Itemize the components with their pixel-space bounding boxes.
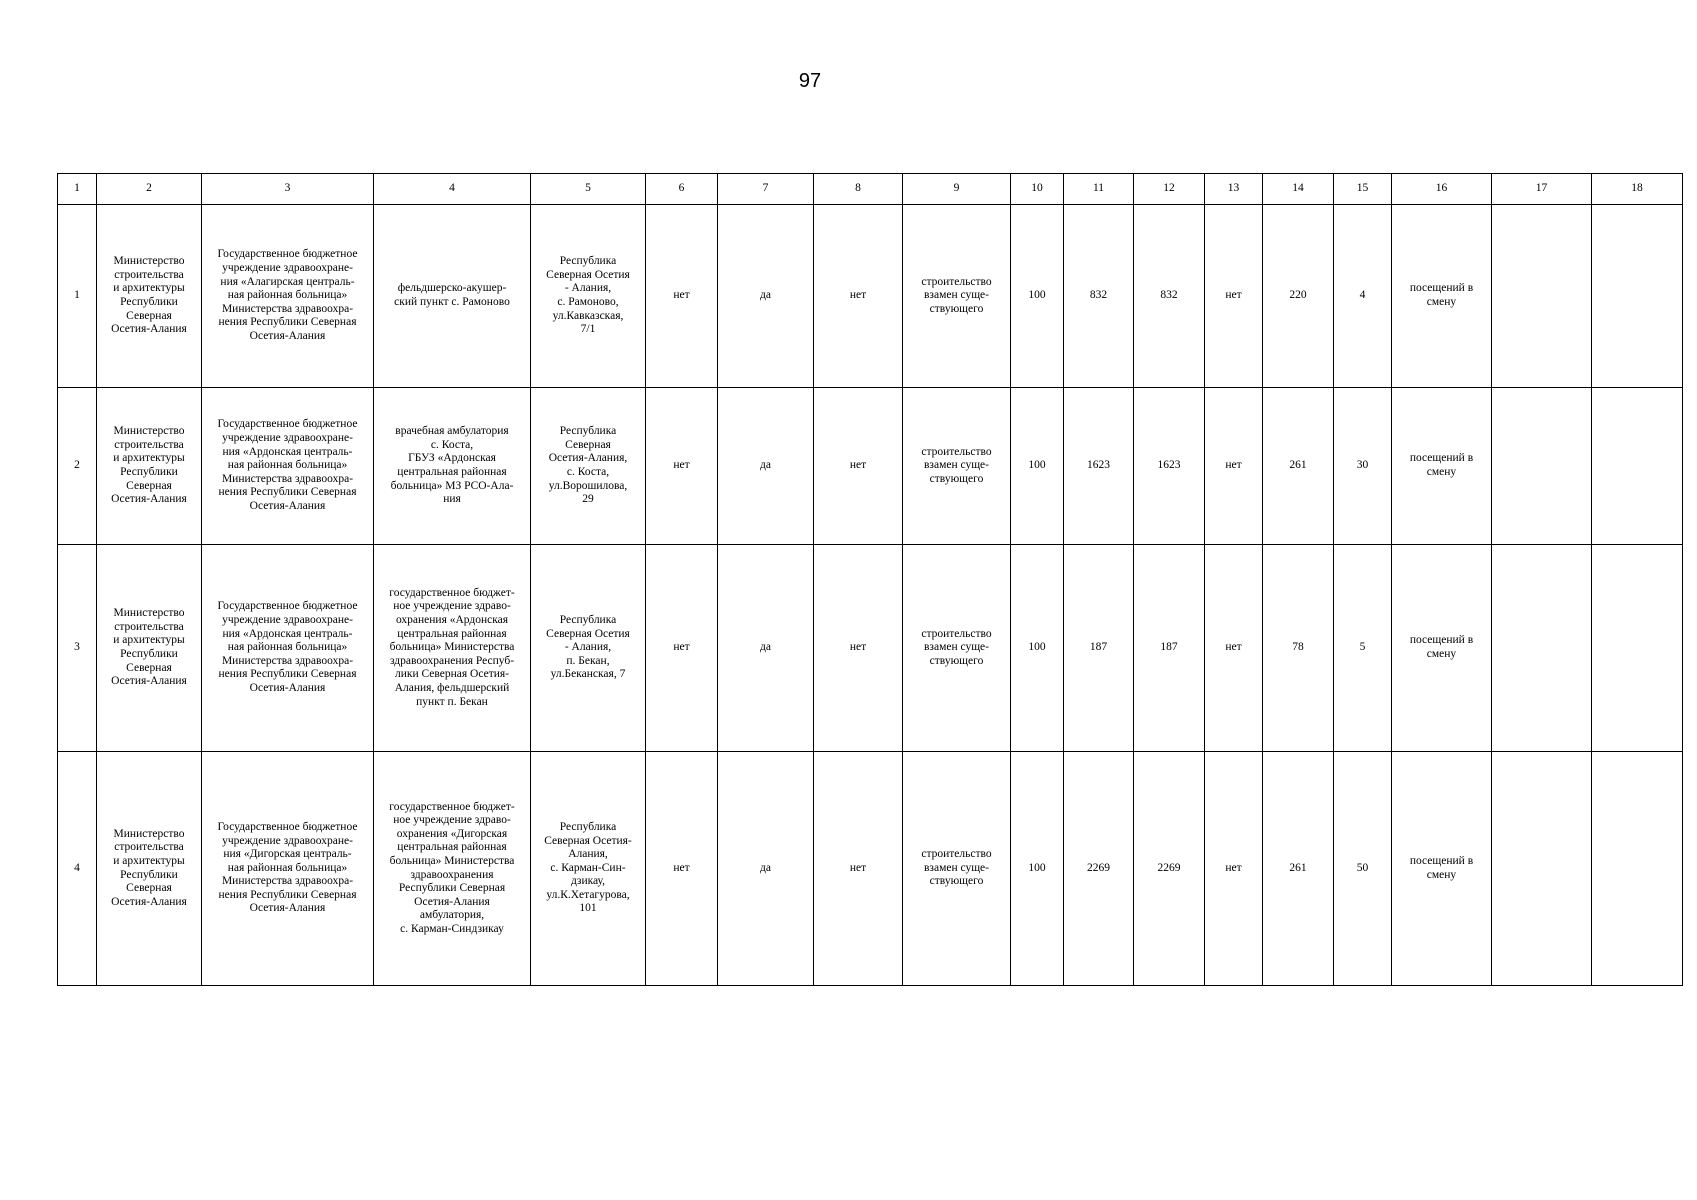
table-cell: государственное бюджет- ное учреждение здраво- охранения «Дигорская центральная районная больница» Министерства здравоохранения Республики Северная Осетия-Алания амбулатория, с. Карман-Синдзикау bbox=[374, 752, 531, 986]
table-cell: 4 bbox=[58, 752, 97, 986]
table-cell: 100 bbox=[1011, 388, 1064, 545]
table-cell bbox=[1592, 545, 1683, 752]
table-cell: 220 bbox=[1263, 205, 1334, 388]
table-cell: 30 bbox=[1334, 388, 1392, 545]
table-cell: нет bbox=[1205, 388, 1263, 545]
table-cell bbox=[1592, 752, 1683, 986]
table-cell: нет bbox=[814, 388, 903, 545]
table-cell: строительство взамен суще- ствующего bbox=[903, 752, 1011, 986]
column-number: 1 bbox=[58, 174, 97, 205]
table-cell bbox=[1492, 388, 1592, 545]
table-cell: Государственное бюджетное учреждение здравоохране- ния «Алагирская централь- ная районная больница» Министерства здравоохра- нения Республики Северная Осетия-Алания bbox=[202, 205, 374, 388]
table-cell: 261 bbox=[1263, 388, 1334, 545]
table-cell: нет bbox=[1205, 752, 1263, 986]
table-cell: 3 bbox=[58, 545, 97, 752]
table-cell: нет bbox=[646, 388, 718, 545]
column-number: 14 bbox=[1263, 174, 1334, 205]
table-cell: 5 bbox=[1334, 545, 1392, 752]
table-cell bbox=[1492, 752, 1592, 986]
table-cell: да bbox=[718, 388, 814, 545]
table-cell: 187 bbox=[1064, 545, 1134, 752]
table-cell: 1623 bbox=[1134, 388, 1205, 545]
table-cell: 50 bbox=[1334, 752, 1392, 986]
table-cell: Республика Северная Осетия-Алания, с. Коста, ул.Ворошилова, 29 bbox=[531, 388, 646, 545]
table-cell: 2269 bbox=[1134, 752, 1205, 986]
table-cell: 1623 bbox=[1064, 388, 1134, 545]
column-number: 18 bbox=[1592, 174, 1683, 205]
column-number: 4 bbox=[374, 174, 531, 205]
table-cell: нет bbox=[646, 205, 718, 388]
column-number: 8 bbox=[814, 174, 903, 205]
column-number: 2 bbox=[97, 174, 202, 205]
table-cell: 100 bbox=[1011, 545, 1064, 752]
table-cell: фельдшерско-акушер- ский пункт с. Рамоново bbox=[374, 205, 531, 388]
table-cell: нет bbox=[646, 545, 718, 752]
column-number: 9 bbox=[903, 174, 1011, 205]
table-cell: посещений в смену bbox=[1392, 388, 1492, 545]
table-cell: да bbox=[718, 545, 814, 752]
table-cell: да bbox=[718, 752, 814, 986]
column-number: 7 bbox=[718, 174, 814, 205]
table-cell: строительство взамен суще- ствующего bbox=[903, 388, 1011, 545]
table-cell: нет bbox=[814, 545, 903, 752]
table-cell: 100 bbox=[1011, 205, 1064, 388]
table-cell: Государственное бюджетное учреждение здравоохране- ния «Дигорская централь- ная районная больница» Министерства здравоохра- нения Республики Северная Осетия-Алания bbox=[202, 752, 374, 986]
table-cell: нет bbox=[814, 752, 903, 986]
column-number: 12 bbox=[1134, 174, 1205, 205]
table-cell: нет bbox=[814, 205, 903, 388]
table-cell: Государственное бюджетное учреждение здравоохране- ния «Ардонская централь- ная районная больница» Министерства здравоохра- нения Республики Северная Осетия-Алания bbox=[202, 545, 374, 752]
table-cell: Республика Северная Осетия- Алания, с. Карман-Син- дзикау, ул.К.Хетагурова, 101 bbox=[531, 752, 646, 986]
table-cell: нет bbox=[646, 752, 718, 986]
page-number: 97 bbox=[798, 70, 822, 92]
table-cell: Республика Северная Осетия - Алания, с. Рамоново, ул.Кавказская, 7/1 bbox=[531, 205, 646, 388]
table-cell: 187 bbox=[1134, 545, 1205, 752]
table-row bbox=[58, 752, 1683, 986]
column-number: 3 bbox=[202, 174, 374, 205]
table-cell: 832 bbox=[1134, 205, 1205, 388]
table-cell: да bbox=[718, 205, 814, 388]
column-number: 11 bbox=[1064, 174, 1134, 205]
table-cell: Республика Северная Осетия - Алания, п. Бекан, ул.Беканская, 7 bbox=[531, 545, 646, 752]
table-cell: 1 bbox=[58, 205, 97, 388]
table-cell: посещений в смену bbox=[1392, 545, 1492, 752]
table-row bbox=[58, 545, 1683, 752]
table-row bbox=[58, 388, 1683, 545]
table-cell: 2269 bbox=[1064, 752, 1134, 986]
table-row bbox=[58, 205, 1683, 388]
table-cell: нет bbox=[1205, 205, 1263, 388]
table-cell: 2 bbox=[58, 388, 97, 545]
column-number: 16 bbox=[1392, 174, 1492, 205]
table-cell bbox=[1492, 205, 1592, 388]
table-cell: 261 bbox=[1263, 752, 1334, 986]
table-cell: 832 bbox=[1064, 205, 1134, 388]
table-cell: строительство взамен суще- ствующего bbox=[903, 545, 1011, 752]
column-number: 10 bbox=[1011, 174, 1064, 205]
column-number: 13 bbox=[1205, 174, 1263, 205]
table-cell: Министерство строительства и архитектуры Республики Северная Осетия-Алания bbox=[97, 388, 202, 545]
table-cell bbox=[1492, 545, 1592, 752]
table-cell: государственное бюджет- ное учреждение здраво- охранения «Ардонская центральная районная больница» Министерства здравоохранения Респуб- лики Северная Осетия- Алания, фельдшерский пункт п. Бекан bbox=[374, 545, 531, 752]
table-cell: Министерство строительства и архитектуры Республики Северная Осетия-Алания bbox=[97, 752, 202, 986]
table-cell: Министерство строительства и архитектуры Республики Северная Осетия-Алания bbox=[97, 205, 202, 388]
table-cell: строительство взамен суще- ствующего bbox=[903, 205, 1011, 388]
column-number: 5 bbox=[531, 174, 646, 205]
table-cell: посещений в смену bbox=[1392, 205, 1492, 388]
table-cell: 78 bbox=[1263, 545, 1334, 752]
table-header-row bbox=[58, 174, 1683, 205]
table-cell bbox=[1592, 205, 1683, 388]
table-cell: 100 bbox=[1011, 752, 1064, 986]
table-cell: посещений в смену bbox=[1392, 752, 1492, 986]
table-cell bbox=[1592, 388, 1683, 545]
table-cell: врачебная амбулатория с. Коста, ГБУЗ «Ардонская центральная районная больница» МЗ РСО-Ала- ния bbox=[374, 388, 531, 545]
table-cell: 4 bbox=[1334, 205, 1392, 388]
table-cell: нет bbox=[1205, 545, 1263, 752]
column-number: 15 bbox=[1334, 174, 1392, 205]
table-cell: Государственное бюджетное учреждение здравоохране- ния «Ардонская централь- ная районная больница» Министерства здравоохра- нения Республики Северная Осетия-Алания bbox=[202, 388, 374, 545]
table-cell: Министерство строительства и архитектуры Республики Северная Осетия-Алания bbox=[97, 545, 202, 752]
column-number: 6 bbox=[646, 174, 718, 205]
column-number: 17 bbox=[1492, 174, 1592, 205]
data-table bbox=[57, 173, 1683, 986]
